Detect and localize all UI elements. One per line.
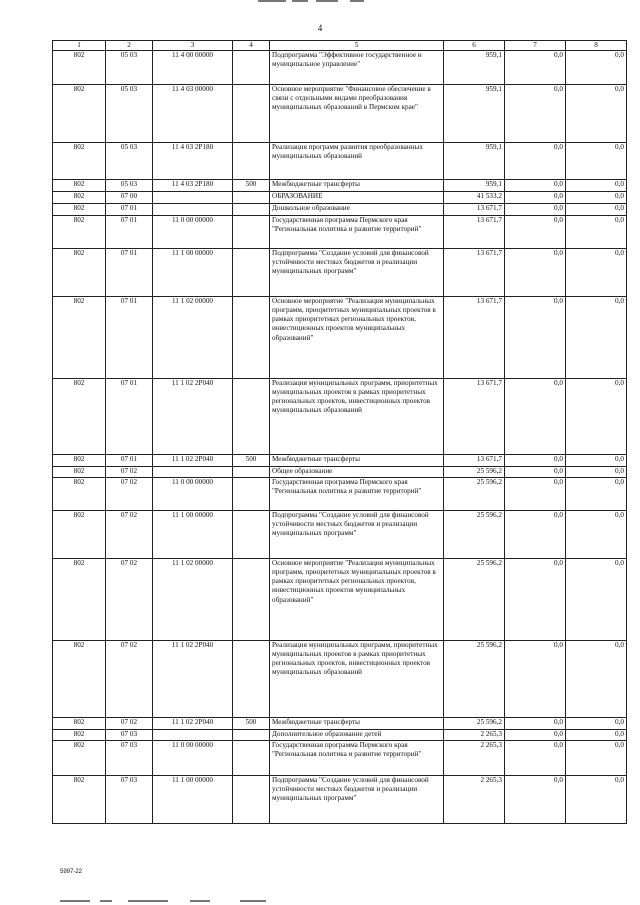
page-number: 4 bbox=[317, 23, 323, 33]
cell-year2: 0,0 bbox=[505, 776, 566, 824]
table-row bbox=[53, 192, 627, 204]
cell-year2: 0,0 bbox=[505, 467, 566, 478]
cell-name: Государственная программа Пермского края "Региональная политика и развитие территорий" bbox=[270, 216, 444, 249]
cell-section: 07 02 bbox=[106, 559, 153, 641]
cell-expense-type bbox=[233, 741, 270, 776]
column-number: 1 bbox=[53, 41, 106, 51]
cell-name: Государственная программа Пермского края "Региональная политика и развитие территорий" bbox=[270, 478, 444, 511]
budget-table bbox=[52, 40, 627, 824]
cell-target-article: 11 4 03 2Р180 bbox=[153, 180, 233, 192]
cell-ved: 802 bbox=[53, 249, 106, 297]
cell-sum: 25 596,2 bbox=[444, 478, 505, 511]
cell-year3: 0,0 bbox=[566, 249, 627, 297]
cell-sum: 25 596,2 bbox=[444, 559, 505, 641]
cell-section: 07 03 bbox=[106, 776, 153, 824]
cell-target-article bbox=[153, 204, 233, 216]
table-row bbox=[53, 641, 627, 718]
cell-year3: 0,0 bbox=[566, 85, 627, 143]
column-number: 3 bbox=[153, 41, 233, 51]
cell-sum: 959,1 bbox=[444, 143, 505, 180]
cell-section: 07 01 bbox=[106, 297, 153, 379]
cell-sum: 959,1 bbox=[444, 51, 505, 85]
cell-sum: 13 671,7 bbox=[444, 216, 505, 249]
cell-target-article bbox=[153, 192, 233, 204]
cell-name: Реализация программ развития преобразованных муниципальных образований bbox=[270, 143, 444, 180]
cell-name: Подпрограмма "Создание условий для финансовой устойчивости местных бюджетов и реализации муниципальных программ" bbox=[270, 511, 444, 559]
table-row bbox=[53, 216, 627, 249]
cell-year2: 0,0 bbox=[505, 718, 566, 730]
cell-ved: 802 bbox=[53, 467, 106, 478]
cell-year2: 0,0 bbox=[505, 559, 566, 641]
cell-expense-type bbox=[233, 379, 270, 455]
cell-target-article: 11 1 02 00000 bbox=[153, 559, 233, 641]
cell-year3: 0,0 bbox=[566, 216, 627, 249]
cell-year2: 0,0 bbox=[505, 379, 566, 455]
cell-sum: 25 596,2 bbox=[444, 718, 505, 730]
column-number: 5 bbox=[270, 41, 444, 51]
column-number: 6 bbox=[444, 41, 505, 51]
cell-target-article: 11 0 00 00000 bbox=[153, 741, 233, 776]
cell-section: 07 02 bbox=[106, 478, 153, 511]
cell-year2: 0,0 bbox=[505, 143, 566, 180]
cell-expense-type bbox=[233, 204, 270, 216]
cell-target-article: 11 1 00 00000 bbox=[153, 511, 233, 559]
table-row bbox=[53, 51, 627, 85]
cell-section: 07 02 bbox=[106, 718, 153, 730]
cell-sum: 2 265,3 bbox=[444, 776, 505, 824]
cell-year3: 0,0 bbox=[566, 455, 627, 467]
cell-name: Общее образование bbox=[270, 467, 444, 478]
cell-ved: 802 bbox=[53, 559, 106, 641]
cell-name: Дошкольное образование bbox=[270, 204, 444, 216]
cell-name: Подпрограмма "Эффективное государственное и муниципальное управление" bbox=[270, 51, 444, 85]
cell-target-article: 11 0 00 00000 bbox=[153, 478, 233, 511]
cell-expense-type bbox=[233, 297, 270, 379]
cell-section: 07 00 bbox=[106, 192, 153, 204]
cell-name: Дополнительное образование детей bbox=[270, 730, 444, 741]
table-row bbox=[53, 776, 627, 824]
cell-expense-type bbox=[233, 51, 270, 85]
cell-expense-type bbox=[233, 143, 270, 180]
cell-expense-type bbox=[233, 730, 270, 741]
cell-year2: 0,0 bbox=[505, 51, 566, 85]
cell-section: 07 02 bbox=[106, 641, 153, 718]
cell-expense-type: 500 bbox=[233, 180, 270, 192]
cell-year2: 0,0 bbox=[505, 511, 566, 559]
cell-year3: 0,0 bbox=[566, 51, 627, 85]
cell-sum: 13 671,7 bbox=[444, 379, 505, 455]
cell-year2: 0,0 bbox=[505, 180, 566, 192]
cell-target-article bbox=[153, 467, 233, 478]
cell-ved: 802 bbox=[53, 51, 106, 85]
cell-year3: 0,0 bbox=[566, 143, 627, 180]
cell-year2: 0,0 bbox=[505, 85, 566, 143]
cell-ved: 802 bbox=[53, 143, 106, 180]
cell-section: 05 03 bbox=[106, 143, 153, 180]
cell-target-article: 11 1 02 2Р040 bbox=[153, 455, 233, 467]
cell-name: Реализация муниципальных программ, приоритетных муниципальных проектов в рамках приоритетных региональных проектов, инвестиционных проектов муниципальных образований bbox=[270, 641, 444, 718]
cell-sum: 2 265,3 bbox=[444, 741, 505, 776]
cell-section: 05 03 bbox=[106, 85, 153, 143]
cell-ved: 802 bbox=[53, 180, 106, 192]
cell-section: 07 02 bbox=[106, 467, 153, 478]
cell-year2: 0,0 bbox=[505, 249, 566, 297]
cell-section: 07 02 bbox=[106, 511, 153, 559]
cell-ved: 802 bbox=[53, 192, 106, 204]
table-row bbox=[53, 730, 627, 741]
cell-year3: 0,0 bbox=[566, 511, 627, 559]
cell-section: 07 01 bbox=[106, 216, 153, 249]
cell-ved: 802 bbox=[53, 297, 106, 379]
cell-expense-type bbox=[233, 559, 270, 641]
scan-artifact-bottom bbox=[0, 900, 640, 903]
cell-sum: 13 671,7 bbox=[444, 297, 505, 379]
cell-year3: 0,0 bbox=[566, 379, 627, 455]
cell-expense-type: 500 bbox=[233, 718, 270, 730]
table-row bbox=[53, 249, 627, 297]
cell-year2: 0,0 bbox=[505, 478, 566, 511]
cell-ved: 802 bbox=[53, 741, 106, 776]
cell-ved: 802 bbox=[53, 204, 106, 216]
cell-year3: 0,0 bbox=[566, 718, 627, 730]
cell-name: Основное мероприятие "Реализация муниципальных программ, приоритетных муниципальных проектов в рамках приоритетных региональных проектов, инвестиционных проектов муниципальных образований" bbox=[270, 559, 444, 641]
cell-ved: 802 bbox=[53, 85, 106, 143]
cell-name: Подпрограмма "Создание условий для финансовой устойчивости местных бюджетов и реализации муниципальных программ" bbox=[270, 249, 444, 297]
cell-expense-type bbox=[233, 511, 270, 559]
cell-year3: 0,0 bbox=[566, 776, 627, 824]
cell-year2: 0,0 bbox=[505, 192, 566, 204]
cell-name: Основное мероприятие "Финансовое обеспечение в связи с отдельными видами преобразования муниципальных образований в Пермском крае" bbox=[270, 85, 444, 143]
cell-section: 07 03 bbox=[106, 741, 153, 776]
cell-sum: 959,1 bbox=[444, 85, 505, 143]
cell-year3: 0,0 bbox=[566, 180, 627, 192]
column-number: 8 bbox=[566, 41, 627, 51]
cell-expense-type bbox=[233, 478, 270, 511]
cell-ved: 802 bbox=[53, 730, 106, 741]
cell-ved: 802 bbox=[53, 455, 106, 467]
cell-expense-type bbox=[233, 467, 270, 478]
cell-section: 05 03 bbox=[106, 180, 153, 192]
cell-target-article: 11 1 02 2Р040 bbox=[153, 718, 233, 730]
cell-section: 05 03 bbox=[106, 51, 153, 85]
cell-sum: 959,1 bbox=[444, 180, 505, 192]
cell-sum: 13 671,7 bbox=[444, 249, 505, 297]
table-row bbox=[53, 180, 627, 192]
cell-name: Реализация муниципальных программ, приоритетных муниципальных проектов в рамках приоритетных региональных проектов, инвестиционных проектов муниципальных образований bbox=[270, 379, 444, 455]
table-row bbox=[53, 204, 627, 216]
cell-expense-type bbox=[233, 776, 270, 824]
cell-section: 07 01 bbox=[106, 455, 153, 467]
cell-year3: 0,0 bbox=[566, 559, 627, 641]
cell-sum: 25 596,2 bbox=[444, 511, 505, 559]
table-row bbox=[53, 467, 627, 478]
cell-sum: 13 671,7 bbox=[444, 455, 505, 467]
cell-target-article: 11 4 03 00000 bbox=[153, 85, 233, 143]
cell-expense-type: 500 bbox=[233, 455, 270, 467]
cell-name: Основное мероприятие "Реализация муниципальных программ, приоритетных муниципальных проектов в рамках приоритетных региональных проектов, инвестиционных проектов муниципальных образований" bbox=[270, 297, 444, 379]
column-number: 7 bbox=[505, 41, 566, 51]
table-row bbox=[53, 297, 627, 379]
cell-section: 07 01 bbox=[106, 379, 153, 455]
cell-name: Государственная программа Пермского края "Региональная политика и развитие территорий" bbox=[270, 741, 444, 776]
cell-ved: 802 bbox=[53, 718, 106, 730]
cell-target-article: 11 1 00 00000 bbox=[153, 249, 233, 297]
table-body bbox=[53, 51, 627, 824]
cell-year2: 0,0 bbox=[505, 297, 566, 379]
cell-ved: 802 bbox=[53, 641, 106, 718]
cell-ved: 802 bbox=[53, 511, 106, 559]
cell-target-article: 11 1 02 2Р040 bbox=[153, 641, 233, 718]
cell-sum: 2 265,3 bbox=[444, 730, 505, 741]
cell-name: Подпрограмма "Создание условий для финансовой устойчивости местных бюджетов и реализации муниципальных программ" bbox=[270, 776, 444, 824]
cell-year2: 0,0 bbox=[505, 641, 566, 718]
cell-year3: 0,0 bbox=[566, 741, 627, 776]
cell-name: Межбюджетные трансферты bbox=[270, 180, 444, 192]
cell-year3: 0,0 bbox=[566, 730, 627, 741]
cell-sum: 41 533,2 bbox=[444, 192, 505, 204]
cell-ved: 802 bbox=[53, 478, 106, 511]
cell-section: 07 01 bbox=[106, 204, 153, 216]
cell-target-article: 11 1 02 00000 bbox=[153, 297, 233, 379]
cell-expense-type bbox=[233, 85, 270, 143]
column-number: 4 bbox=[233, 41, 270, 51]
scan-artifact-top bbox=[258, 0, 378, 3]
cell-year2: 0,0 bbox=[505, 455, 566, 467]
cell-year3: 0,0 bbox=[566, 192, 627, 204]
cell-year2: 0,0 bbox=[505, 730, 566, 741]
column-number-row bbox=[53, 41, 627, 51]
table-row bbox=[53, 559, 627, 641]
cell-expense-type bbox=[233, 192, 270, 204]
table-row bbox=[53, 455, 627, 467]
cell-year2: 0,0 bbox=[505, 216, 566, 249]
cell-year3: 0,0 bbox=[566, 204, 627, 216]
cell-expense-type bbox=[233, 249, 270, 297]
cell-target-article: 11 4 03 2Р180 bbox=[153, 143, 233, 180]
cell-name: ОБРАЗОВАНИЕ bbox=[270, 192, 444, 204]
table-row bbox=[53, 511, 627, 559]
table-row bbox=[53, 143, 627, 180]
cell-ved: 802 bbox=[53, 379, 106, 455]
table-row bbox=[53, 741, 627, 776]
cell-ved: 802 bbox=[53, 776, 106, 824]
table-row bbox=[53, 478, 627, 511]
cell-year3: 0,0 bbox=[566, 641, 627, 718]
cell-year3: 0,0 bbox=[566, 478, 627, 511]
cell-name: Межбюджетные трансферты bbox=[270, 718, 444, 730]
table-row bbox=[53, 718, 627, 730]
cell-target-article bbox=[153, 730, 233, 741]
column-number: 2 bbox=[106, 41, 153, 51]
cell-expense-type bbox=[233, 641, 270, 718]
cell-sum: 25 596,2 bbox=[444, 641, 505, 718]
cell-target-article: 11 1 02 2Р040 bbox=[153, 379, 233, 455]
cell-year2: 0,0 bbox=[505, 741, 566, 776]
cell-sum: 25 596,2 bbox=[444, 467, 505, 478]
footer-code: 5997-22 bbox=[60, 869, 83, 875]
cell-sum: 13 671,7 bbox=[444, 204, 505, 216]
cell-year3: 0,0 bbox=[566, 297, 627, 379]
cell-target-article: 11 4 00 00000 bbox=[153, 51, 233, 85]
cell-year3: 0,0 bbox=[566, 467, 627, 478]
cell-name: Межбюджетные трансферты bbox=[270, 455, 444, 467]
table-row bbox=[53, 379, 627, 455]
cell-year2: 0,0 bbox=[505, 204, 566, 216]
cell-section: 07 01 bbox=[106, 249, 153, 297]
cell-expense-type bbox=[233, 216, 270, 249]
cell-section: 07 03 bbox=[106, 730, 153, 741]
table-row bbox=[53, 85, 627, 143]
cell-target-article: 11 0 00 00000 bbox=[153, 216, 233, 249]
cell-target-article: 11 1 00 00000 bbox=[153, 776, 233, 824]
cell-ved: 802 bbox=[53, 216, 106, 249]
